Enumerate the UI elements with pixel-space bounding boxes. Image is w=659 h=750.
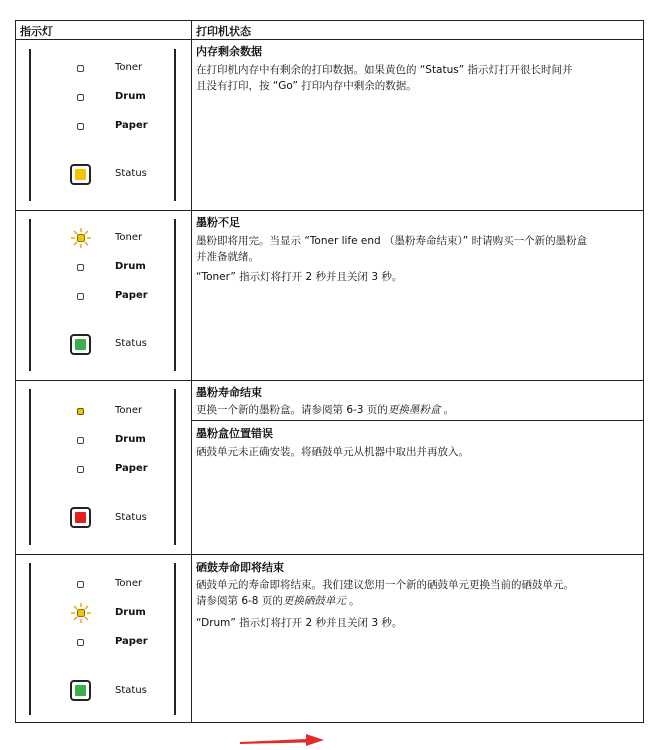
row-title: 墨粉不足	[196, 216, 240, 229]
paper-led	[77, 123, 84, 130]
row-text-line: “Toner” 指示灯将打开 2 秒并且关闭 3 秒。	[196, 271, 403, 283]
link-replace-drum: 更换硒鼓单元	[282, 595, 346, 607]
status-led-green	[70, 334, 91, 355]
panel-right-edge	[174, 49, 176, 201]
row-text-line: 并准备就绪。	[196, 251, 259, 263]
panel-right-edge	[174, 563, 176, 715]
row-title-2: 墨粉盒位置错误	[196, 427, 273, 440]
text-span: 请参阅第 6-8 页的	[196, 595, 283, 607]
row-divider	[16, 554, 643, 555]
status-label: Status	[115, 168, 147, 179]
next-arrow-icon[interactable]	[240, 733, 325, 747]
row-text	[196, 62, 636, 94]
drum-label: Drum	[115, 91, 146, 102]
panel-left-edge	[29, 49, 31, 201]
panel-left-edge	[29, 219, 31, 371]
toner-led-blinking-icon	[70, 227, 92, 249]
column-divider	[191, 21, 192, 722]
row-text-line: “Drum” 指示灯将打开 2 秒并且关闭 3 秒。	[196, 617, 403, 629]
status-label: Status	[115, 338, 147, 349]
text-span: 。	[345, 595, 360, 607]
row-title: 墨粉寿命结束	[196, 386, 262, 399]
drum-led	[77, 437, 84, 444]
panel-right-edge	[174, 219, 176, 371]
link-replace-toner: 更换墨粉盒	[387, 404, 441, 416]
status-led-red	[70, 507, 91, 528]
row-text: 硒鼓单元未正确安装。将硒鼓单元从机器中取出并再放入。	[196, 446, 469, 458]
status-led-green	[70, 680, 91, 701]
toner-led	[77, 65, 84, 72]
row-title: 内存剩余数据	[196, 45, 262, 58]
row-text	[196, 577, 636, 631]
status-label: Status	[115, 512, 147, 523]
text-span: 。	[440, 404, 455, 416]
drum-label: Drum	[115, 607, 146, 618]
header-indicator: 指示灯	[20, 25, 53, 38]
row-text-line: 墨粉即将用完。当显示 “Toner life end （墨粉寿命结束）” 时请购买一个新的墨粉盒	[196, 235, 588, 247]
row-text-line: 在打印机内存中有剩余的打印数据。如果黄色的 “Status” 指示灯打开很长时间并	[196, 64, 573, 76]
row-title: 硒鼓寿命即将结束	[196, 561, 284, 574]
subrow-divider	[192, 420, 643, 421]
row-text-line	[196, 593, 636, 609]
toner-label: Toner	[115, 232, 143, 243]
row-text-line: 且没有打印，按 “Go” 打印内存中剩余的数据。	[196, 80, 417, 92]
paper-led	[77, 639, 84, 646]
paper-label: Paper	[115, 636, 148, 647]
text-span: 更换一个新的墨粉盒。请参阅第 6-3 页的	[196, 404, 388, 416]
drum-label: Drum	[115, 261, 146, 272]
paper-label: Paper	[115, 120, 148, 131]
row-divider	[16, 210, 643, 211]
drum-led	[77, 264, 84, 271]
status-led-yellow	[70, 164, 91, 185]
paper-led	[77, 466, 84, 473]
row-text	[196, 402, 636, 418]
drum-led	[77, 94, 84, 101]
panel-right-edge	[174, 389, 176, 545]
toner-label: Toner	[115, 405, 143, 416]
status-table	[15, 20, 644, 723]
paper-label: Paper	[115, 463, 148, 474]
drum-led-blinking-icon	[70, 602, 92, 624]
toner-label: Toner	[115, 578, 143, 589]
row-text	[196, 233, 636, 285]
row-divider	[16, 380, 643, 381]
paper-led	[77, 293, 84, 300]
row-text-line: 硒鼓单元的寿命即将结束。我们建议您用一个新的硒鼓单元更换当前的硒鼓单元。	[196, 579, 574, 591]
toner-led	[77, 581, 84, 588]
panel-left-edge	[29, 389, 31, 545]
header-printer-status: 打印机状态	[196, 25, 251, 38]
drum-label: Drum	[115, 434, 146, 445]
table-header	[16, 21, 643, 40]
toner-label: Toner	[115, 62, 143, 73]
toner-led-lit	[77, 408, 84, 415]
paper-label: Paper	[115, 290, 148, 301]
status-label: Status	[115, 685, 147, 696]
panel-left-edge	[29, 563, 31, 715]
